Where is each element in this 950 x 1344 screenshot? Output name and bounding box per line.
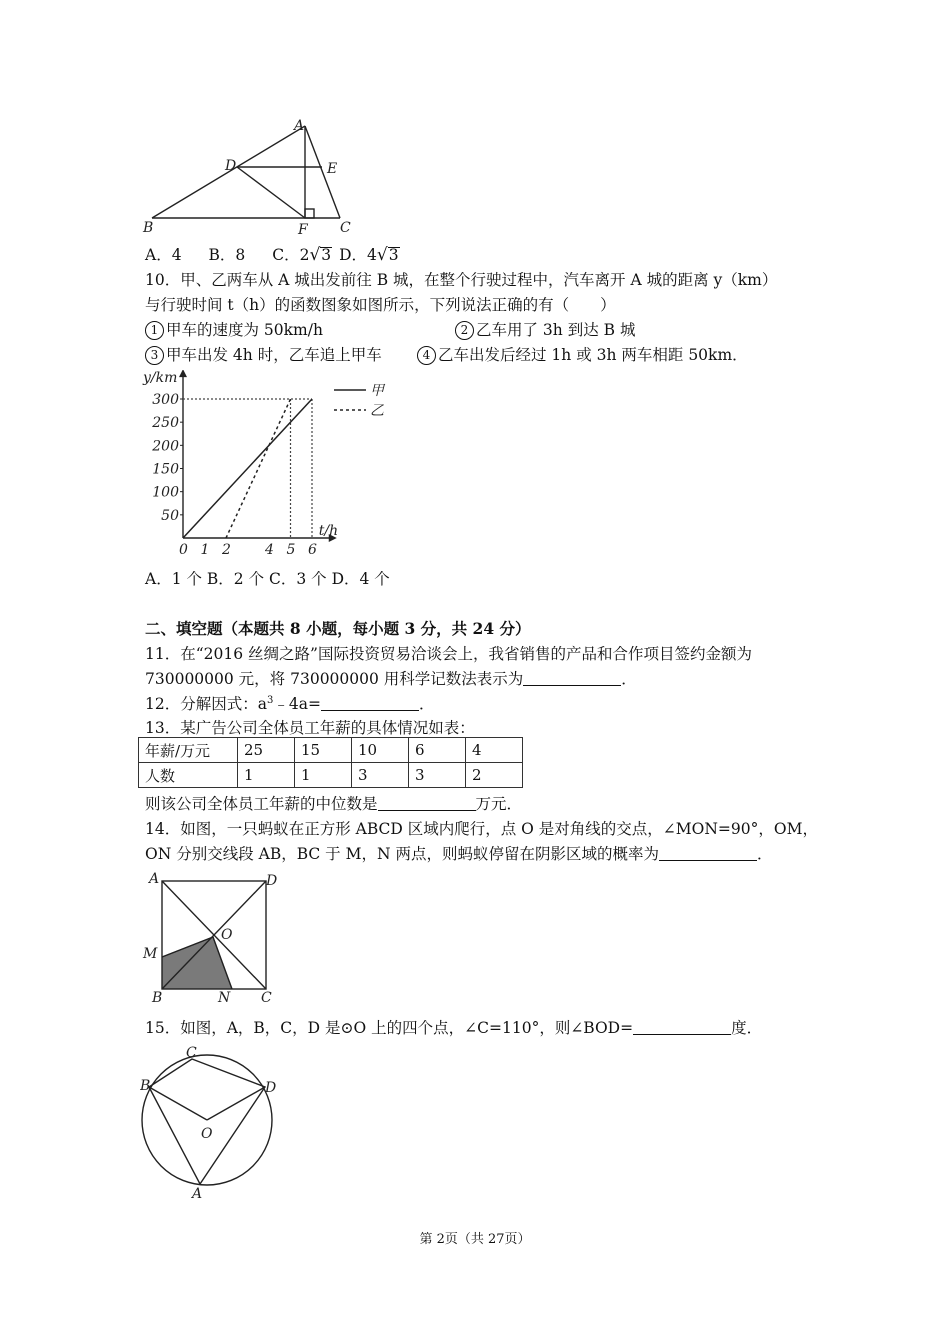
table-row xyxy=(139,738,523,763)
q14-line1: 14．如图，一只蚂蚁在正方形 ABCD 区域内爬行，点 O 是对角线的交点，∠MON=90°，OM， xyxy=(145,820,818,838)
q9-options xyxy=(145,243,400,265)
y-axis-label: y/km xyxy=(143,370,178,386)
section2-heading: 二、填空题（本题共 8 小题，每小题 3 分，共 24 分） xyxy=(145,619,531,638)
q9-label-A: A xyxy=(294,118,305,134)
page-footer: 第 2页（共 27页） xyxy=(419,1232,531,1247)
q15-label-D: D xyxy=(265,1080,277,1096)
table-cell: 3 xyxy=(409,763,466,788)
q10-stem-line1: 10．甲、乙两车从 A 城出发前往 B 城，在整个行驶过程中，汽车离开 A 城的距离 y（km） xyxy=(145,271,778,289)
table-cell: 1 xyxy=(295,763,352,788)
q13-tail: 则该公司全体员工年薪的中位数是 万元． xyxy=(145,795,523,813)
table-cell: 人数 xyxy=(139,763,238,788)
q14-label-B: B xyxy=(152,990,163,1006)
table-cell: 年薪/万元 xyxy=(139,738,238,763)
y-axis-arrow xyxy=(179,370,187,377)
series-line-2 xyxy=(226,399,291,538)
table-cell: 10 xyxy=(352,738,409,763)
table-cell: 3 xyxy=(352,763,409,788)
q11-line2: 730000000 元，将 730000000 用科学记数法表示为 ． xyxy=(145,670,637,688)
q12: 12．分解因式：$a^3﹣4a=$ ． xyxy=(145,694,435,713)
q13-stem: 13．某广告公司全体员工年薪的具体情况如表： xyxy=(145,719,475,737)
x-tick-label: 5 xyxy=(286,542,296,558)
y-tick-label: 250 xyxy=(152,415,179,432)
q15-circle-figure xyxy=(140,1042,285,1202)
q9-label-F: F xyxy=(298,222,308,238)
q15-stem: 15．如图，A，B，C，D 是⊙O 上的四个点，∠C=110°，则∠BOD= 度． xyxy=(145,1019,763,1037)
q15-label-C: C xyxy=(186,1045,197,1061)
x-tick-label: 4 xyxy=(265,542,274,558)
salary-table xyxy=(138,737,523,788)
legend-label-2: 乙 xyxy=(370,403,384,419)
q9-option-b: B．8 xyxy=(208,246,246,264)
table-cell: 2 xyxy=(466,763,523,788)
x-tick-label: 0 xyxy=(179,542,188,558)
q10-statement-2: 2 乙车用了 3h 到达 B 城 xyxy=(455,318,635,340)
q11-line1: 11．在“2016 丝绸之路”国际投资贸易洽谈会上，我省销售的产品和合作项目签约金额为 xyxy=(145,645,752,663)
x-tick-label: 2 xyxy=(222,542,231,558)
q14-square-figure xyxy=(140,868,290,1008)
q9-label-C: C xyxy=(340,220,351,236)
table-cell: 4 xyxy=(466,738,523,763)
q9-label-E: E xyxy=(327,161,338,177)
q15-label-B: B xyxy=(140,1078,151,1094)
x-tick-label: 6 xyxy=(308,542,317,558)
table-cell: 15 xyxy=(295,738,352,763)
q10-stem-line2: 与行驶时间 t（h）的函数图象如图所示，下列说法正确的有（ ） xyxy=(145,296,616,314)
q14-label-N: N xyxy=(218,990,231,1006)
x-axis-label: t/h xyxy=(318,523,339,539)
q9-label-D: D xyxy=(225,158,237,174)
q9-option-a: A．4 xyxy=(145,246,182,264)
q15-label-A: A xyxy=(192,1186,203,1202)
q9-option-d: D．4√3 xyxy=(339,245,399,265)
q10-statement-1: 1 甲车的速度为 50km/h xyxy=(145,318,323,340)
q10-statement-3: 3 甲车出发 4h 时，乙车追上甲车 xyxy=(145,343,382,365)
q9-label-B: B xyxy=(143,220,154,236)
q14-label-O: O xyxy=(221,927,233,943)
legend-label-1: 甲 xyxy=(370,383,384,399)
q14-label-A: A xyxy=(149,871,160,887)
y-tick-label: 300 xyxy=(152,392,179,409)
q15-label-O: O xyxy=(201,1126,213,1142)
y-tick-label: 50 xyxy=(161,507,179,524)
x-tick-label: 1 xyxy=(200,542,210,558)
series-line-1 xyxy=(183,399,312,538)
table-row xyxy=(139,763,523,788)
q10-options: A．1 个 B．2 个 C．3 个 D．4 个 xyxy=(145,570,390,588)
q10-statement-4: 4 乙车出发后经过 1h 或 3h 两车相距 50km． xyxy=(417,343,748,365)
table-cell: 6 xyxy=(409,738,466,763)
q10-chart xyxy=(138,370,398,560)
table-cell: 1 xyxy=(238,763,295,788)
q9-option-c: C．2√3 xyxy=(272,245,332,265)
table-cell: 25 xyxy=(238,738,295,763)
q9-triangle-figure xyxy=(140,118,360,238)
q14-label-C: C xyxy=(261,990,272,1006)
q14-label-M: M xyxy=(143,946,158,962)
y-tick-label: 150 xyxy=(152,461,179,478)
q14-label-D: D xyxy=(266,873,278,889)
y-tick-label: 200 xyxy=(152,438,179,455)
y-tick-label: 100 xyxy=(152,484,179,501)
q14-line2: ON 分别交线段 AB，BC 于 M，N 两点，则蚂蚁停留在阴影区域的概率为 ． xyxy=(145,845,773,863)
